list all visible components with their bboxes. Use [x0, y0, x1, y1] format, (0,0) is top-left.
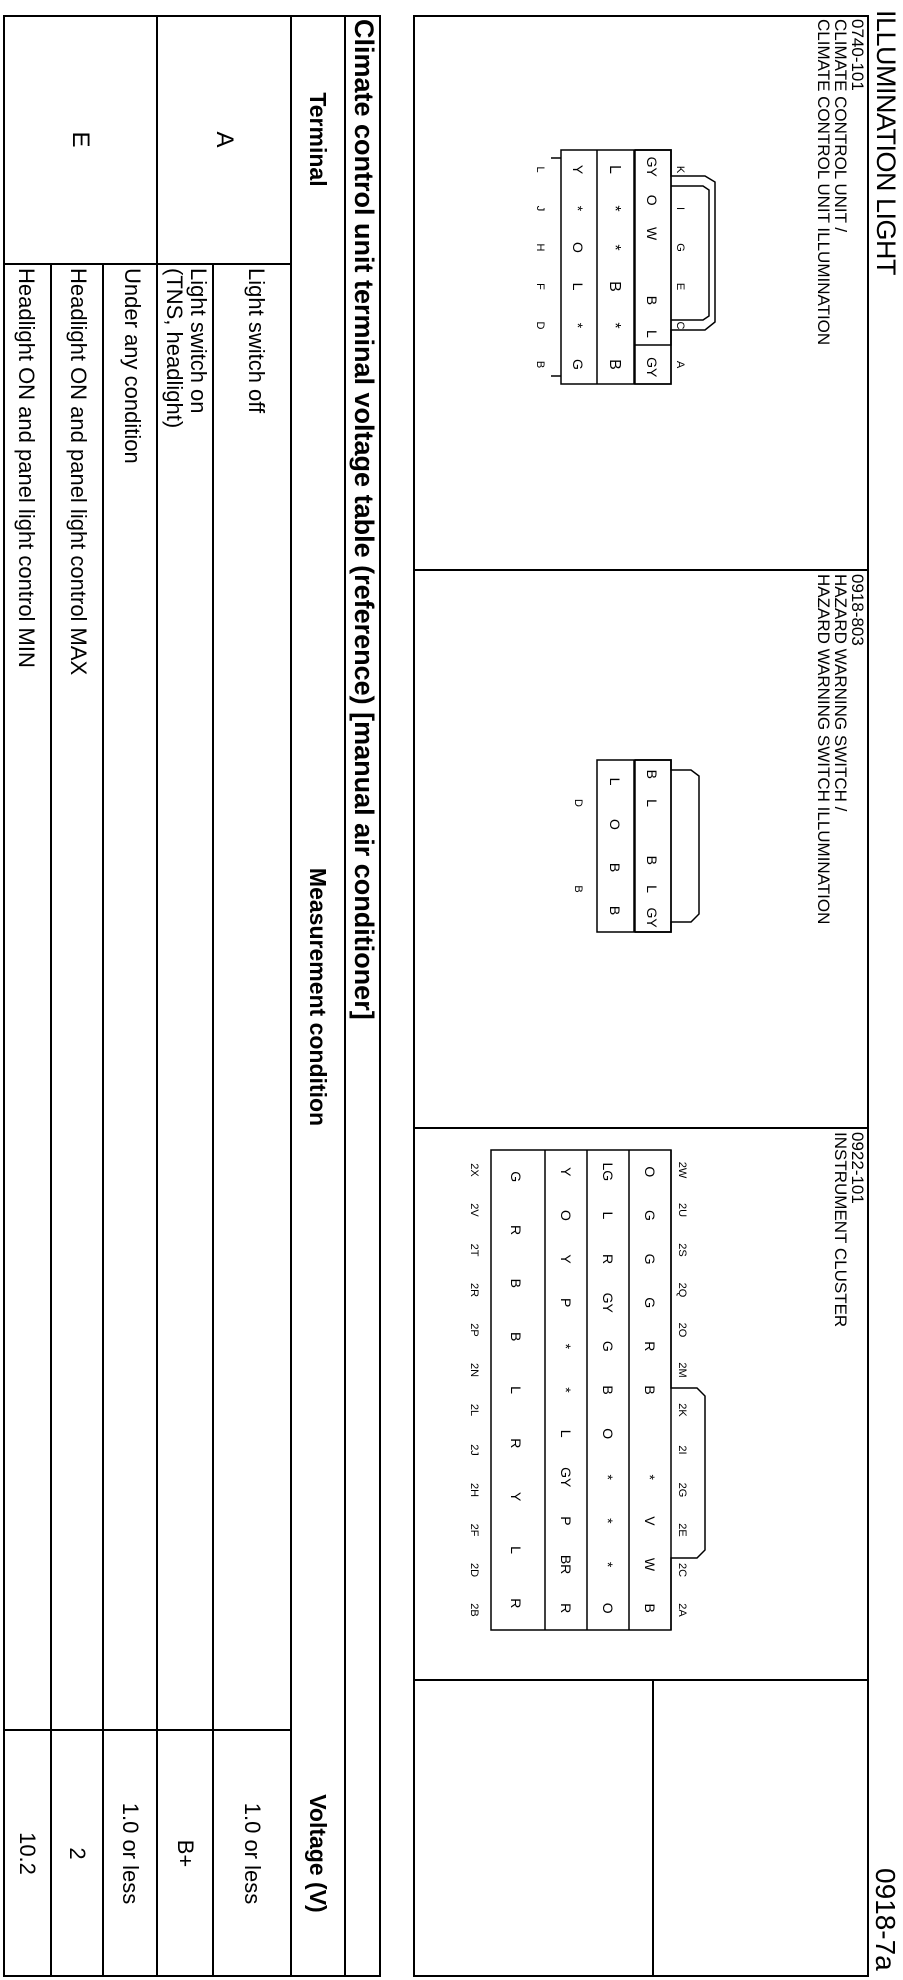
wire-color-label: L: [558, 1429, 574, 1438]
wire-color-label: B: [600, 1385, 616, 1395]
wire-color-label: R: [508, 1438, 524, 1449]
wire-color-label: *: [642, 1474, 658, 1480]
pin-number-label: D: [534, 321, 546, 330]
wire-color-label: *: [570, 322, 586, 329]
pin-number-label: C: [674, 321, 686, 330]
wire-color-label: B: [607, 862, 623, 873]
pin-number-label: L: [534, 166, 546, 173]
condition-light-switch-on-detail: (TNS, headlight): [162, 268, 187, 429]
pin-number-label: K: [674, 165, 686, 174]
wire-color-label: *: [600, 1518, 616, 1524]
pin-number-label: 2G: [676, 1482, 688, 1498]
wire-color-label: L: [607, 777, 623, 786]
wire-color-label: O: [600, 1602, 616, 1614]
table-title: Climate control unit terminal voltage table (reference) [manual air conditioner]: [349, 19, 379, 1020]
wire-color-label: R: [642, 1341, 658, 1352]
wire-color-label: R: [508, 1598, 524, 1609]
pin-number-label: 2F: [468, 1523, 480, 1537]
wire-color-label: W: [642, 1557, 658, 1572]
wire-color-label: Y: [508, 1491, 524, 1502]
wire-color-label: L: [570, 282, 586, 291]
wire-color-label: R: [508, 1224, 524, 1236]
pin-number-label: 2U: [676, 1202, 688, 1218]
wire-color-label: Y: [558, 1167, 574, 1177]
connector-code: 0922-101: [848, 1132, 867, 1204]
wire-color-label: Y: [570, 164, 586, 175]
pin-number-label: 2D: [468, 1562, 480, 1578]
condition-panel-max: Headlight ON and panel light control MAX: [66, 268, 91, 676]
wire-color-label: L: [508, 1546, 524, 1554]
wire-color-label: L: [606, 165, 623, 174]
wire-color-label: *: [558, 1343, 574, 1350]
wire-color-label: *: [558, 1387, 574, 1393]
wire-color-label: O: [644, 194, 660, 206]
pin-number-label: 2L: [468, 1403, 480, 1417]
wire-color-label: *: [600, 1561, 616, 1568]
wire-color-label: B: [642, 1603, 658, 1613]
wire-color-label: B: [644, 769, 660, 780]
pin-number-label: 2B: [468, 1603, 480, 1617]
wire-color-label: Y: [558, 1254, 574, 1264]
pin-number-label: B: [572, 885, 584, 893]
wire-color-label: O: [570, 242, 586, 253]
wire-color-label: G: [642, 1297, 658, 1309]
wire-color-label: L: [600, 1211, 616, 1220]
wire-color-label: *: [606, 322, 623, 329]
wire-color-label: P: [558, 1516, 574, 1526]
pin-number-label: 2R: [468, 1282, 480, 1298]
wire-color-label: B: [508, 1331, 524, 1342]
wire-color-label: LG: [600, 1162, 616, 1182]
pin-number-label: 2K: [676, 1403, 688, 1417]
wire-color-label: GY: [600, 1292, 616, 1313]
page-title: ILLUMINATION LIGHT: [871, 10, 901, 276]
wire-color-label: B: [508, 1278, 524, 1289]
connector-code: 0740-101: [848, 19, 867, 91]
pin-number-label: 2C: [676, 1562, 688, 1578]
terminal-a-label: A: [211, 131, 238, 148]
connector-name: CLIMATE CONTROL UNIT /: [831, 19, 850, 233]
wire-color-label: GY: [644, 357, 660, 378]
voltage-value: B+: [173, 1839, 198, 1868]
wire-color-label: O: [642, 1166, 658, 1178]
pin-number-label: 2P: [468, 1323, 480, 1337]
pin-number-label: 2N: [468, 1362, 480, 1378]
pin-number-label: 2E: [676, 1523, 688, 1537]
wire-color-label: B: [644, 295, 660, 306]
connector-name: CLIMATE CONTROL UNIT ILLUMINATION: [814, 19, 833, 346]
connector-name: INSTRUMENT CLUSTER: [831, 1132, 850, 1328]
pin-number-label: 2J: [468, 1444, 480, 1456]
wire-color-label: B: [606, 281, 623, 292]
pin-number-label: 2M: [676, 1362, 688, 1378]
wire-color-label: R: [558, 1603, 574, 1614]
pin-number-label: I: [674, 206, 686, 211]
pin-number-label: 2I: [676, 1445, 688, 1455]
wire-color-label: V: [642, 1516, 658, 1526]
wire-color-label: *: [606, 244, 623, 251]
pin-number-label: G: [674, 243, 686, 252]
wire-color-label: GY: [558, 1467, 574, 1488]
pin-number-label: 2X: [468, 1163, 480, 1177]
wire-color-label: L: [644, 885, 660, 893]
pin-number-label: B: [534, 360, 546, 369]
voltage-value: 10.2: [15, 1832, 40, 1875]
wire-color-label: *: [606, 205, 623, 212]
pin-number-label: A: [674, 360, 686, 369]
wire-color-label: BR: [558, 1554, 574, 1575]
wire-color-label: O: [607, 819, 623, 830]
pin-number-label: D: [572, 799, 584, 807]
wire-color-label: G: [570, 359, 586, 370]
connector-name: HAZARD WARNING SWITCH /: [831, 574, 850, 812]
voltage-value: 1.0 or less: [118, 1802, 143, 1905]
wire-color-label: *: [570, 205, 586, 212]
pin-number-label: 2S: [676, 1243, 688, 1257]
pin-number-label: 2A: [676, 1603, 688, 1617]
wire-color-label: O: [600, 1428, 616, 1440]
pin-number-label: 2W: [676, 1161, 688, 1179]
pin-number-label: 2Q: [676, 1282, 688, 1298]
wire-color-label: B: [644, 855, 660, 866]
wire-color-label: L: [508, 1386, 524, 1394]
wire-color-label: P: [558, 1298, 574, 1308]
pin-number-label: H: [534, 243, 546, 252]
pin-number-label: 2V: [468, 1203, 480, 1217]
condition-light-switch-on: Light switch on: [186, 268, 211, 414]
connector-code: 0918-803: [848, 574, 867, 646]
pin-number-label: F: [534, 283, 546, 290]
wire-color-label: L: [644, 799, 660, 807]
pin-number-label: 2T: [468, 1243, 480, 1257]
wire-color-label: G: [600, 1340, 616, 1352]
wire-color-label: *: [600, 1474, 616, 1480]
pin-number-label: E: [674, 282, 686, 291]
wire-color-label: R: [600, 1254, 616, 1265]
wire-color-label: O: [558, 1210, 574, 1221]
terminal-e-label: E: [67, 131, 94, 148]
wire-color-label: G: [642, 1210, 658, 1221]
voltage-value: 2: [65, 1847, 90, 1860]
header-condition-label: Measurement condition: [305, 867, 332, 1127]
wire-color-label: G: [508, 1171, 524, 1183]
voltage-value: 1.0 or less: [240, 1802, 265, 1905]
wire-color-label: W: [644, 226, 660, 241]
condition-panel-min: Headlight ON and panel light control MIN: [14, 268, 39, 668]
wire-color-label: B: [642, 1385, 658, 1395]
connector-name: HAZARD WARNING SWITCH ILLUMINATION: [814, 574, 833, 925]
header-terminal-label: Terminal: [305, 92, 332, 187]
header-voltage-label: Voltage (V): [305, 1794, 332, 1913]
wire-color-label: GY: [644, 156, 660, 177]
condition-light-switch-off: Light switch off: [244, 268, 269, 414]
wire-color-label: L: [644, 329, 660, 338]
pin-number-label: 2O: [676, 1322, 688, 1338]
page-code: 0918-7a: [870, 1868, 901, 1971]
pin-number-label: J: [534, 205, 546, 212]
wire-color-label: B: [607, 905, 623, 916]
pin-number-label: 2H: [468, 1482, 480, 1498]
wire-color-label: GY: [644, 907, 660, 928]
wire-color-label: B: [606, 359, 623, 370]
wire-color-label: G: [642, 1253, 658, 1265]
condition-under-any: Under any condition: [120, 268, 145, 464]
